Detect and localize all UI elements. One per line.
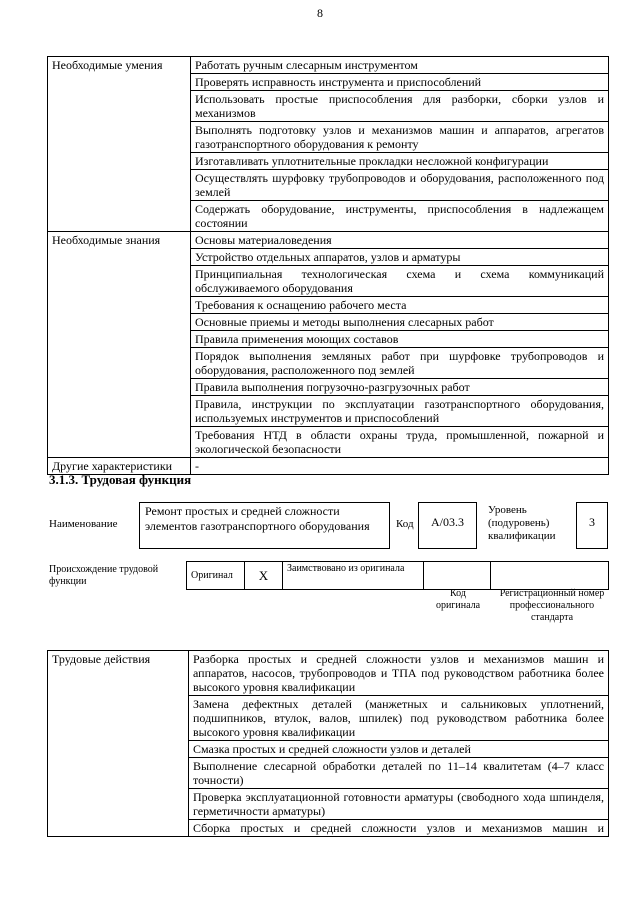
- borrowed-label: Заимствовано из оригинала: [283, 562, 424, 590]
- code-caption: Код оригинала: [435, 588, 481, 611]
- knowledge-item: Основные приемы и методы выполнения слесарных работ: [191, 314, 609, 331]
- skills-knowledge-table: [47, 56, 609, 475]
- action-item: Выполнение слесарной обработки деталей по 11–14 квалитетам (4–7 класс точности): [189, 758, 609, 789]
- knowledge-item: Правила выполнения погрузочно-разгрузочных работ: [191, 379, 609, 396]
- skill-item: Осуществлять шурфовку трубопроводов и оборудования, расположенного под землей: [191, 170, 609, 201]
- knowledge-item: Требования НТД в области охраны труда, промышленной, пожарной и экологической безопасности: [191, 427, 609, 458]
- knowledge-item: Устройство отдельных аппаратов, узлов и арматуры: [191, 249, 609, 266]
- knowledge-item: Правила применения моющих составов: [191, 331, 609, 348]
- skill-item: Использовать простые приспособления для разборки, сборки узлов и механизмов: [191, 91, 609, 122]
- code-label: Код: [396, 518, 414, 530]
- action-item: Проверка эксплуатационной готовности арматуры (свободного хода шпинделя, герметичности арматуры): [189, 789, 609, 820]
- knowledge-item: Принципиальная технологическая схема и схема коммуникаций обслуживаемого оборудования: [191, 266, 609, 297]
- action-item: Разборка простых и средней сложности узлов и механизмов машин и аппаратов, насосов, трубопроводов и ТПА под руководством работника более высокого уровня квалификации: [189, 651, 609, 696]
- original-label: Оригинал: [187, 562, 245, 590]
- action-item: Смазка простых и средней сложности узлов и деталей: [189, 741, 609, 758]
- reg-caption: Регистрационный номер профессионального стандарта: [499, 588, 605, 623]
- name-label: Наименование: [49, 518, 118, 530]
- function-code-box: А/03.3: [418, 502, 477, 549]
- skills-heading: Необходимые умения: [48, 57, 191, 232]
- origin-table: [186, 561, 609, 590]
- origin-reg-cell: [491, 562, 609, 590]
- knowledge-item: Требования к оснащению рабочего места: [191, 297, 609, 314]
- page-number: 8: [317, 6, 323, 20]
- level-label: Уровень (подуровень) квалификации: [488, 504, 556, 542]
- origin-code-cell: [424, 562, 491, 590]
- table-row: [48, 651, 609, 696]
- knowledge-item: Основы материаловедения: [191, 232, 609, 249]
- actions-heading: Трудовые действия: [48, 651, 189, 837]
- skill-item: Работать ручным слесарным инструментом: [191, 57, 609, 74]
- function-name-box: Ремонт простых и средней сложности элементов газотранспортного оборудования: [139, 502, 390, 549]
- skill-item: Проверять исправность инструмента и приспособлений: [191, 74, 609, 91]
- other-heading: Другие характеристики: [48, 458, 191, 475]
- table-row: [48, 57, 609, 74]
- origin-label: Происхождение трудовой функции: [49, 564, 159, 587]
- table-row: [187, 562, 609, 590]
- skill-item: Выполнять подготовку узлов и механизмов машин и аппаратов, агрегатов газотранспортного оборудования к ремонту: [191, 122, 609, 153]
- actions-table: [47, 650, 609, 837]
- skill-item: Содержать оборудование, инструменты, приспособления в надлежащем состоянии: [191, 201, 609, 232]
- original-mark: X: [245, 562, 283, 590]
- knowledge-item: Правила, инструкции по эксплуатации газотранспортного оборудования, используемых инструментов и приспособлений: [191, 396, 609, 427]
- section-title: 3.1.3. Трудовая функция: [49, 472, 192, 487]
- knowledge-item: Порядок выполнения земляных работ при шурфовке трубопроводов и оборудования, расположенного под землей: [191, 348, 609, 379]
- action-item: Сборка простых и средней сложности узлов и механизмов машин и: [189, 820, 609, 837]
- table-row: [48, 232, 609, 249]
- skill-item: Изготавливать уплотнительные прокладки несложной конфигурации: [191, 153, 609, 170]
- other-value: -: [191, 458, 609, 475]
- knowledge-heading: Необходимые знания: [48, 232, 191, 458]
- level-value-box: 3: [576, 502, 608, 549]
- action-item: Замена дефектных деталей (манжетных и сальниковых уплотнений, подшипников, втулок, валов, шпилек) под руководством работника более высокого уровня квалификации: [189, 696, 609, 741]
